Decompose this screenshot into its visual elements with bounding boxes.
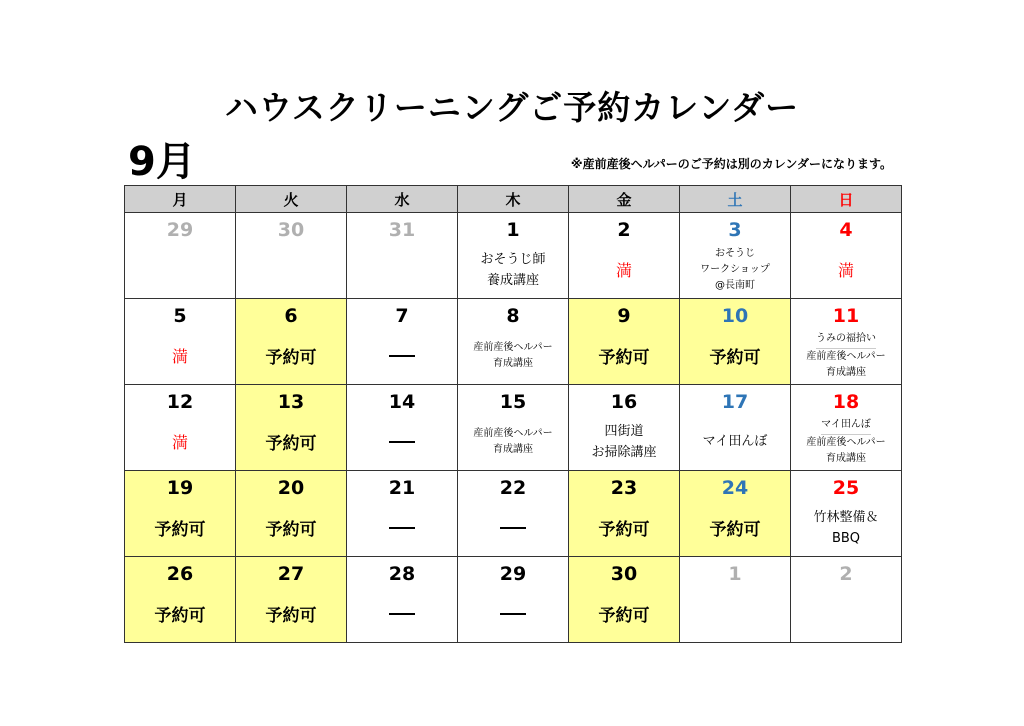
event-text: 産前産後ヘルパー (806, 350, 886, 362)
week-row (125, 213, 902, 299)
day-cell[interactable] (791, 471, 902, 557)
day-content (791, 415, 901, 468)
event-text: マイ田んぼ (821, 417, 871, 435)
weekday-sun: 日 (791, 186, 902, 213)
event-text: 育成講座 (493, 443, 533, 455)
event-text: @長南町 (715, 279, 755, 291)
day-number: 8 (506, 305, 520, 327)
day-cell[interactable] (791, 213, 902, 299)
weekday-tue: 火 (236, 186, 347, 213)
day-content (569, 329, 679, 382)
day-cell[interactable] (236, 213, 347, 299)
day-cell[interactable] (125, 557, 236, 643)
available-status: 予約可 (598, 520, 650, 540)
day-content (347, 329, 457, 382)
day-number: 13 (277, 391, 305, 413)
day-number: 10 (721, 305, 749, 327)
day-content (347, 587, 457, 640)
day-number: 5 (173, 305, 187, 327)
week-row (125, 385, 902, 471)
available-status: 予約可 (265, 606, 317, 626)
day-number: 29 (166, 219, 194, 241)
week-row (125, 299, 902, 385)
event-text: 四街道 (604, 423, 644, 439)
day-number: 27 (277, 563, 305, 585)
day-number: 4 (839, 219, 853, 241)
day-content (569, 587, 679, 640)
day-content (680, 329, 790, 382)
day-content (347, 243, 457, 296)
day-cell[interactable] (347, 557, 458, 643)
event-text: 育成講座 (493, 357, 533, 369)
day-content (236, 243, 346, 296)
event-text: 産前産後ヘルパー (473, 427, 553, 439)
day-content (125, 329, 235, 382)
day-number: 31 (388, 219, 416, 241)
day-number: 2 (839, 563, 853, 585)
day-cell[interactable] (458, 213, 569, 299)
day-cell[interactable] (125, 385, 236, 471)
available-status: 予約可 (154, 606, 206, 626)
day-cell[interactable] (347, 385, 458, 471)
day-content (125, 415, 235, 468)
day-content (458, 329, 568, 382)
day-content (791, 587, 901, 640)
day-number: 1 (506, 219, 520, 241)
unavailable-dash (389, 527, 415, 529)
day-number: 7 (395, 305, 409, 327)
day-number: 18 (832, 391, 860, 413)
calendar-body (125, 213, 902, 643)
day-number: 14 (388, 391, 416, 413)
event-text: うみの福拾い (816, 331, 876, 349)
weekday-sat: 土 (680, 186, 791, 213)
event-text: 育成講座 (826, 452, 866, 464)
day-number: 1 (728, 563, 742, 585)
available-status: 予約可 (154, 520, 206, 540)
day-cell[interactable] (791, 299, 902, 385)
weekday-thu: 木 (458, 186, 569, 213)
event-text: マイ田んぼ (702, 434, 768, 449)
day-cell[interactable] (125, 471, 236, 557)
event-text: おそうじ (715, 247, 755, 259)
day-content (569, 243, 679, 296)
unavailable-dash (389, 355, 415, 357)
day-number: 24 (721, 477, 749, 499)
day-content (680, 243, 790, 296)
day-number: 30 (610, 563, 638, 585)
day-cell[interactable] (347, 471, 458, 557)
week-row (125, 557, 902, 643)
full-status: 満 (171, 433, 188, 452)
event-text: 育成講座 (826, 366, 866, 378)
day-cell[interactable] (791, 557, 902, 643)
day-cell[interactable] (569, 299, 680, 385)
month-label: 9月 (128, 139, 196, 185)
day-number: 12 (166, 391, 194, 413)
day-number: 29 (499, 563, 527, 585)
day-number: 22 (499, 477, 527, 499)
event-text: おそうじ師 (480, 251, 546, 267)
available-status: 予約可 (709, 520, 761, 540)
available-status: 予約可 (598, 606, 650, 626)
day-cell[interactable] (458, 557, 569, 643)
event-text: 産前産後ヘルパー (473, 341, 553, 353)
day-number: 19 (166, 477, 194, 499)
day-number: 20 (277, 477, 305, 499)
day-cell[interactable] (125, 299, 236, 385)
day-cell[interactable] (236, 385, 347, 471)
day-number: 17 (721, 391, 749, 413)
unavailable-dash (500, 527, 526, 529)
day-content (458, 501, 568, 554)
day-cell[interactable] (236, 471, 347, 557)
day-cell[interactable] (680, 471, 791, 557)
weekday-mon: 月 (125, 186, 236, 213)
day-cell[interactable] (569, 385, 680, 471)
weekday-header-row (125, 186, 902, 213)
day-number: 11 (832, 305, 860, 327)
day-cell[interactable] (458, 385, 569, 471)
day-number: 21 (388, 477, 416, 499)
day-content (458, 243, 568, 296)
day-content (680, 415, 790, 468)
day-cell[interactable] (236, 557, 347, 643)
event-text: お掃除講座 (591, 444, 657, 460)
day-content (569, 415, 679, 468)
full-status: 満 (171, 347, 188, 366)
day-number: 25 (832, 477, 860, 499)
day-content (125, 501, 235, 554)
day-cell[interactable] (458, 471, 569, 557)
unavailable-dash (389, 441, 415, 443)
available-status: 予約可 (265, 434, 317, 454)
full-status: 満 (837, 261, 854, 280)
day-content (125, 243, 235, 296)
day-content (347, 501, 457, 554)
day-cell[interactable] (680, 557, 791, 643)
day-content (458, 587, 568, 640)
calendar-grid (124, 185, 902, 643)
day-cell[interactable] (680, 385, 791, 471)
day-cell[interactable] (458, 299, 569, 385)
day-content (236, 415, 346, 468)
day-content (125, 587, 235, 640)
day-number: 30 (277, 219, 305, 241)
day-cell[interactable] (680, 299, 791, 385)
day-content (236, 587, 346, 640)
day-cell[interactable] (791, 385, 902, 471)
day-content (680, 501, 790, 554)
calendar-title: ハウスクリーニングご予約カレンダー (224, 88, 800, 127)
day-content (458, 415, 568, 468)
event-text: 産前産後ヘルパー (806, 436, 886, 448)
day-cell[interactable] (569, 471, 680, 557)
day-cell[interactable] (347, 213, 458, 299)
notice-text: ※産前産後ヘルパーのご予約は別のカレンダーになります。 (570, 157, 892, 171)
unavailable-dash (500, 613, 526, 615)
event-text: 竹林整備＆ (813, 509, 879, 525)
day-cell[interactable] (569, 557, 680, 643)
event-text: ワークショップ (700, 263, 770, 275)
available-status: 予約可 (598, 348, 650, 368)
available-status: 予約可 (265, 520, 317, 540)
day-number: 9 (617, 305, 631, 327)
day-cell[interactable] (680, 213, 791, 299)
weekday-fri: 金 (569, 186, 680, 213)
full-status: 満 (615, 261, 632, 280)
day-number: 3 (728, 219, 742, 241)
day-number: 15 (499, 391, 527, 413)
day-content (236, 329, 346, 382)
day-content (791, 329, 901, 382)
day-cell[interactable] (236, 299, 347, 385)
day-number: 6 (284, 305, 298, 327)
day-number: 28 (388, 563, 416, 585)
day-content (680, 587, 790, 640)
unavailable-dash (389, 613, 415, 615)
day-content (569, 501, 679, 554)
day-number: 23 (610, 477, 638, 499)
day-number: 2 (617, 219, 631, 241)
weekday-wed: 水 (347, 186, 458, 213)
day-content (236, 501, 346, 554)
event-text: 養成講座 (486, 272, 539, 288)
available-status: 予約可 (265, 348, 317, 368)
day-content (791, 243, 901, 296)
day-cell[interactable] (569, 213, 680, 299)
day-cell[interactable] (125, 213, 236, 299)
day-number: 26 (166, 563, 194, 585)
available-status: 予約可 (709, 348, 761, 368)
week-row (125, 471, 902, 557)
day-content (347, 415, 457, 468)
day-number: 16 (610, 391, 638, 413)
day-content (791, 501, 901, 554)
day-cell[interactable] (347, 299, 458, 385)
event-text: BBQ (831, 530, 861, 546)
